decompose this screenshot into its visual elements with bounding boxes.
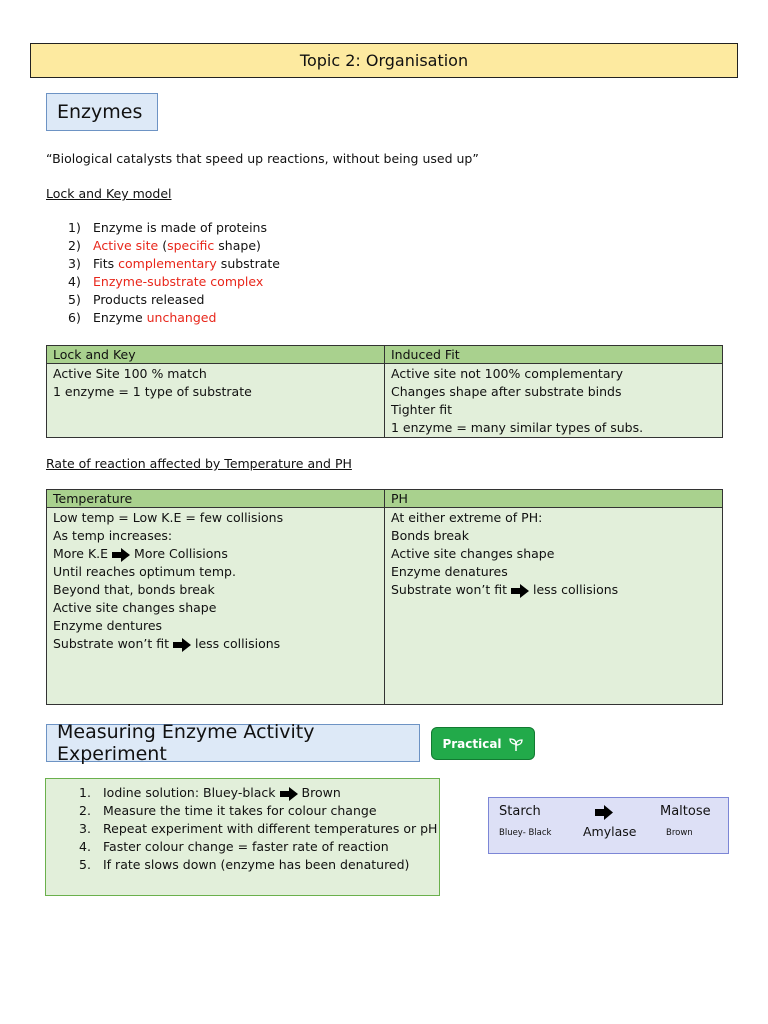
topic-title: Topic 2: Organisation (299, 51, 469, 70)
reactant-label: Starch (499, 804, 541, 819)
lock-and-key-cell (47, 364, 385, 438)
step-number: 2. (79, 803, 91, 818)
list-item (68, 310, 280, 328)
list-number: 5) (68, 292, 81, 307)
arrow-right-icon (511, 584, 529, 598)
arrow-right-icon (595, 805, 613, 824)
temperature-line-text: Low temp = Low K.E = few collisions (53, 510, 284, 525)
experiment-step-line (103, 784, 341, 802)
temperature-line-text: Until reaches optimum temp. (53, 564, 236, 579)
ph-line-text: Active site changes shape (391, 546, 555, 561)
list-number: 3) (68, 256, 81, 271)
experiment-step (46, 784, 439, 802)
lock-and-key-line: Active Site 100 % match (53, 366, 207, 381)
ph-line-text: Substrate won’t fit (391, 582, 507, 597)
induced-fit-cell (385, 364, 723, 438)
arrow-right-icon (173, 638, 191, 652)
experiment-step-line-text: If rate slows down (enzyme has been denatured) (103, 857, 410, 872)
ph-line (391, 509, 716, 527)
experiment-step-line (103, 838, 389, 856)
induced-fit-line: 1 enzyme = many similar types of subs. (391, 420, 644, 435)
temperature-line (53, 635, 378, 653)
list-item-text (93, 256, 280, 274)
ph-line (391, 563, 716, 581)
experiment-step-line (103, 856, 409, 874)
experiment-step-line (103, 802, 377, 820)
highlighted-term: Enzyme-substrate complex (93, 274, 264, 289)
induced-fit-header: Induced Fit (385, 346, 723, 364)
list-item (68, 220, 280, 238)
highlighted-term: unchanged (146, 310, 217, 325)
temperature-line-text: Beyond that, bonds break (53, 582, 215, 597)
list-item-text (93, 292, 204, 310)
experiment-step-line-result: Brown (301, 785, 341, 800)
reactant-colour: Bluey- Black (499, 828, 552, 838)
temperature-line-text: Active site changes shape (53, 600, 217, 615)
seedling-icon (508, 736, 524, 752)
list-number: 2) (68, 238, 81, 253)
temperature-cell (47, 508, 385, 705)
enzymes-heading (46, 93, 158, 131)
highlighted-term: complementary (118, 256, 217, 271)
temperature-line-text: Enzyme dentures (53, 618, 163, 633)
temperature-header: Temperature (47, 490, 385, 508)
product-label: Maltose (660, 804, 711, 819)
enzymes-heading-text: Enzymes (57, 101, 143, 123)
induced-fit-line: Changes shape after substrate binds (391, 384, 622, 399)
ph-line (391, 527, 716, 545)
rate-of-reaction-title: Rate of reaction affected by Temperature and PH (46, 456, 352, 471)
temperature-line-text: As temp increases: (53, 528, 173, 543)
ph-line-text: At either extreme of PH: (391, 510, 543, 525)
measuring-heading-text: Measuring Enzyme Activity Experiment (57, 721, 315, 765)
lock-key-model-title: Lock and Key model (46, 186, 172, 201)
list-item-text (93, 274, 263, 292)
arrow-right-icon (280, 787, 298, 801)
ph-header: PH (385, 490, 723, 508)
temperature-line (53, 563, 378, 581)
step-number: 5. (79, 857, 91, 872)
step-number: 4. (79, 839, 91, 854)
list-item-text (93, 220, 267, 238)
enzyme-label: Amylase (583, 824, 637, 839)
experiment-steps-box (45, 778, 440, 896)
ph-line-text: Enzyme denatures (391, 564, 508, 579)
list-item-text (93, 238, 261, 256)
plain-text: Enzyme (93, 310, 147, 325)
practical-badge (431, 727, 535, 760)
temperature-line (53, 545, 378, 563)
temperature-line (53, 509, 378, 527)
highlighted-term: Active site (93, 238, 159, 253)
list-item (68, 238, 280, 256)
experiment-step-line-text: Measure the time it takes for colour change (103, 803, 377, 818)
plain-text: Products released (93, 292, 205, 307)
temperature-line (53, 617, 378, 635)
step-number: 1. (79, 785, 91, 800)
step-number: 3. (79, 821, 91, 836)
lock-and-key-line: 1 enzyme = 1 type of substrate (53, 384, 252, 399)
topic-title-bar (30, 43, 738, 78)
temperature-line-result: More Collisions (134, 546, 228, 561)
reaction-box (488, 797, 729, 854)
arrow-right-icon (112, 548, 130, 562)
measuring-heading (46, 721, 420, 765)
practical-badge-label: Practical (442, 736, 502, 751)
experiment-step (46, 838, 439, 856)
ph-line-text: Bonds break (391, 528, 469, 543)
experiment-step-line (103, 820, 437, 838)
lock-and-key-header: Lock and Key (47, 346, 385, 364)
experiment-step (46, 802, 439, 820)
rate-table (46, 489, 723, 705)
experiment-step-line-text: Faster colour change = faster rate of reaction (103, 839, 389, 854)
temperature-line-text: More K.E (53, 546, 109, 561)
plain-text: ( (158, 238, 168, 253)
product-colour: Brown (666, 828, 693, 838)
ph-cell (385, 508, 723, 705)
induced-fit-line: Tighter fit (391, 402, 453, 417)
list-number: 1) (68, 220, 81, 235)
temperature-line (53, 599, 378, 617)
list-number: 4) (68, 274, 81, 289)
experiment-step-line-text: Iodine solution: Bluey-black (103, 785, 276, 800)
highlighted-term: specific (167, 238, 215, 253)
ph-line (391, 545, 716, 563)
ph-line-result: less collisions (533, 582, 619, 597)
list-item (68, 292, 280, 310)
lock-key-steps-list (68, 220, 280, 328)
plain-text: shape) (214, 238, 261, 253)
induced-fit-line: Active site not 100% complementary (391, 366, 624, 381)
temperature-line-result: less collisions (195, 636, 281, 651)
experiment-step (46, 820, 439, 838)
temperature-line (53, 581, 378, 599)
experiment-step (46, 856, 439, 874)
list-number: 6) (68, 310, 81, 325)
list-item (68, 256, 280, 274)
list-item-text (93, 310, 216, 328)
plain-text: substrate (216, 256, 280, 271)
plain-text: Enzyme is made of proteins (93, 220, 267, 235)
list-item (68, 274, 280, 292)
plain-text: Fits (93, 256, 119, 271)
experiment-step-line-text: Repeat experiment with different temperatures or pH (103, 821, 438, 836)
models-table (46, 345, 723, 438)
temperature-line (53, 527, 378, 545)
temperature-line-text: Substrate won’t fit (53, 636, 169, 651)
enzyme-definition: “Biological catalysts that speed up reactions, without being used up” (46, 151, 479, 166)
ph-line (391, 581, 716, 599)
